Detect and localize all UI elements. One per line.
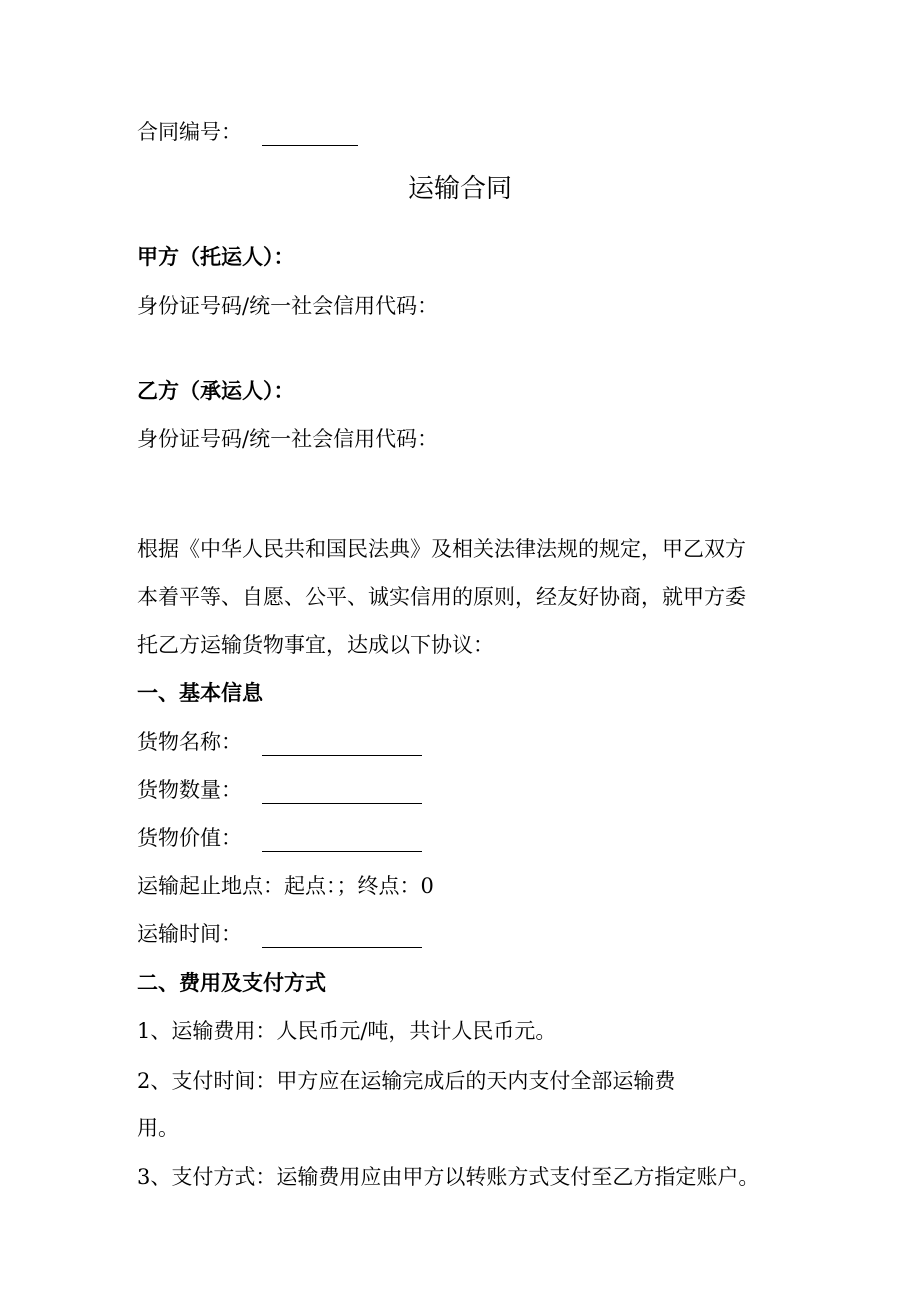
- goods-name-blank: [262, 733, 422, 756]
- preamble-line-3: 托乙方运输货物事宜，达成以下协议：: [137, 633, 494, 657]
- fee-item-3: 3、支付方式：运输费用应由甲方以转账方式支付至乙方指定账户。: [137, 1165, 760, 1189]
- contract-number-blank: [262, 123, 358, 146]
- preamble-line-1: 根据《中华人民共和国民法典》及相关法律法规的规定，甲乙双方: [137, 537, 746, 561]
- goods-quantity-label: 货物数量：: [137, 778, 242, 802]
- fee-item-2-line-1: 2、支付时间：甲方应在运输完成后的天内支付全部运输费: [137, 1069, 676, 1093]
- goods-value-blank: [262, 829, 422, 852]
- goods-quantity-row: [137, 776, 422, 804]
- fee-item-1: 1、运输费用：人民币元/吨，共计人民币元。: [137, 1019, 557, 1043]
- goods-name-label: 货物名称：: [137, 730, 242, 754]
- party-a-id-label: 身份证号码/统一社会信用代码：: [137, 294, 439, 318]
- section2-heading: 二、费用及支付方式: [137, 971, 326, 995]
- transport-time-label: 运输时间：: [137, 922, 242, 946]
- party-b-heading: 乙方（承运人）：: [137, 379, 295, 403]
- contract-number-label: 合同编号：: [137, 120, 242, 144]
- goods-quantity-blank: [262, 781, 422, 804]
- transport-time-row: [137, 920, 422, 948]
- goods-value-row: [137, 824, 422, 852]
- goods-name-row: [137, 728, 422, 756]
- party-a-heading: 甲方（托运人）：: [137, 245, 295, 269]
- party-b-id-label: 身份证号码/统一社会信用代码：: [137, 427, 439, 451]
- section1-heading: 一、基本信息: [137, 681, 263, 705]
- route-row: 运输起止地点：起点：；终点：0: [137, 874, 434, 898]
- contract-number-row: [137, 118, 358, 146]
- document-title: 运输合同: [407, 174, 512, 204]
- fee-item-2-line-2: 用。: [137, 1116, 179, 1140]
- preamble-line-2: 本着平等、自愿、公平、诚实信用的原则，经友好协商，就甲方委: [137, 585, 746, 609]
- goods-value-label: 货物价值：: [137, 826, 242, 850]
- transport-time-blank: [262, 925, 422, 948]
